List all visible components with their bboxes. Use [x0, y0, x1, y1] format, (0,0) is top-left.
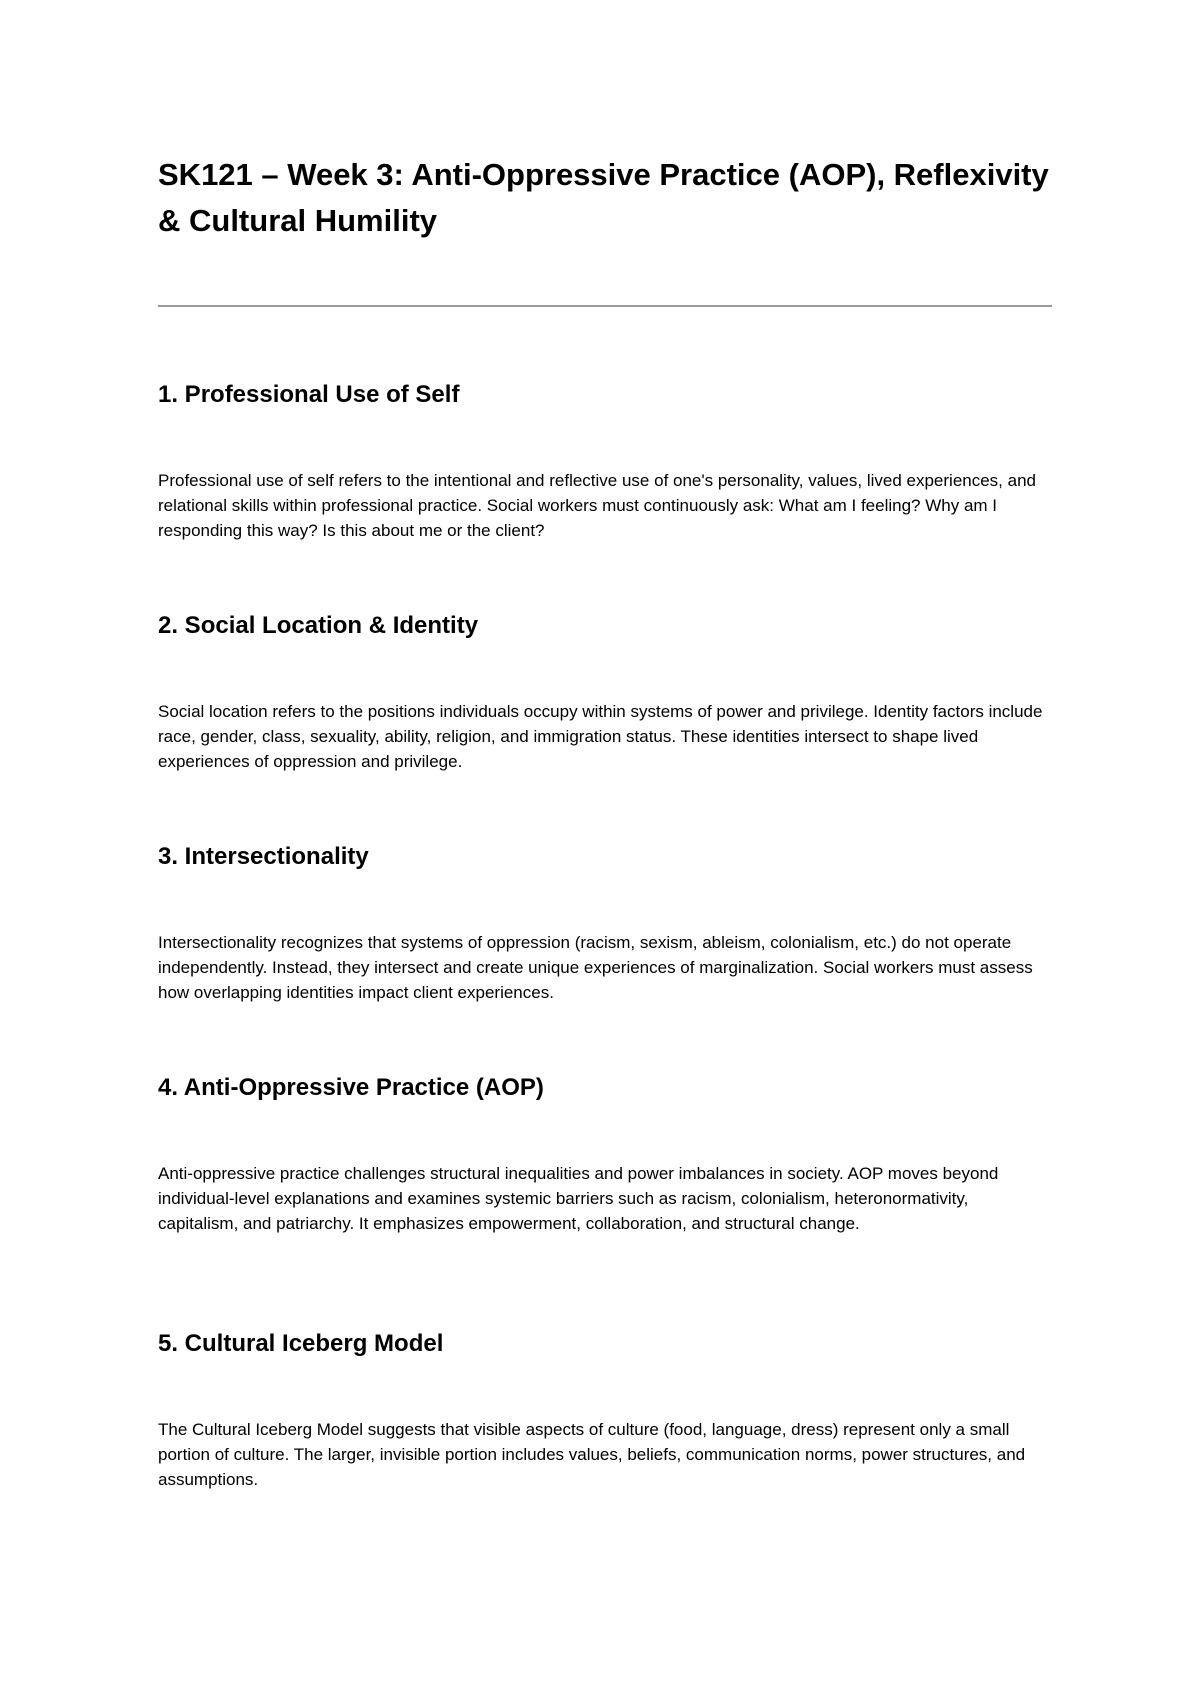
- section-heading-social-location: 2. Social Location & Identity: [158, 612, 479, 639]
- document-title: SK121 – Week 3: Anti-Oppressive Practice (AOP), Reflexivity & Cultural Humility: [158, 157, 1049, 238]
- section-body-social-location: Social location refers to the positions individuals occupy within systems of power and privilege. Identity factors include race, gender, class, sexuality, ability, religion, and immigration status. These identities intersect to shape lived experiences of oppression and privilege.: [158, 702, 1043, 771]
- title-divider: [158, 305, 1052, 307]
- section-body-cultural-iceberg-model: The Cultural Iceberg Model suggests that visible aspects of culture (food, language, dress) represent only a small portion of culture. The larger, invisible portion includes values, beliefs, communication norms, power structures, and assumptions.: [158, 1420, 1026, 1489]
- section-heading-professional-use-of-self: 1. Professional Use of Self: [158, 381, 460, 408]
- section-heading-cultural-iceberg-model: 5. Cultural Iceberg Model: [158, 1330, 444, 1357]
- section-body-intersectionality: Intersectionality recognizes that systems of oppression (racism, sexism, ableism, colonialism, etc.) do not operate independently. Instead, they intersect and create unique experiences of marginalization. Social workers must assess how overlapping identities impact client experiences.: [158, 933, 1033, 1002]
- section-heading-intersectionality: 3. Intersectionality: [158, 843, 369, 870]
- section-heading-anti-oppressive-practice: 4. Anti-Oppressive Practice (AOP): [158, 1074, 544, 1101]
- section-body-anti-oppressive-practice: Anti-oppressive practice challenges structural inequalities and power imbalances in society. AOP moves beyond individual-level explanations and examines systemic barriers such as racism, colonialism, heteronormativity, capitalism, and patriarchy. It emphasizes empowerment, collaboration, and structural change.: [158, 1164, 999, 1233]
- section-body-professional-use-of-self: Professional use of self refers to the intentional and reflective use of one's personality, values, lived experiences, and relational skills within professional practice. Social workers must continuously ask: What am I feeling? Why am I responding this way? Is this about me or the client?: [158, 471, 1036, 540]
